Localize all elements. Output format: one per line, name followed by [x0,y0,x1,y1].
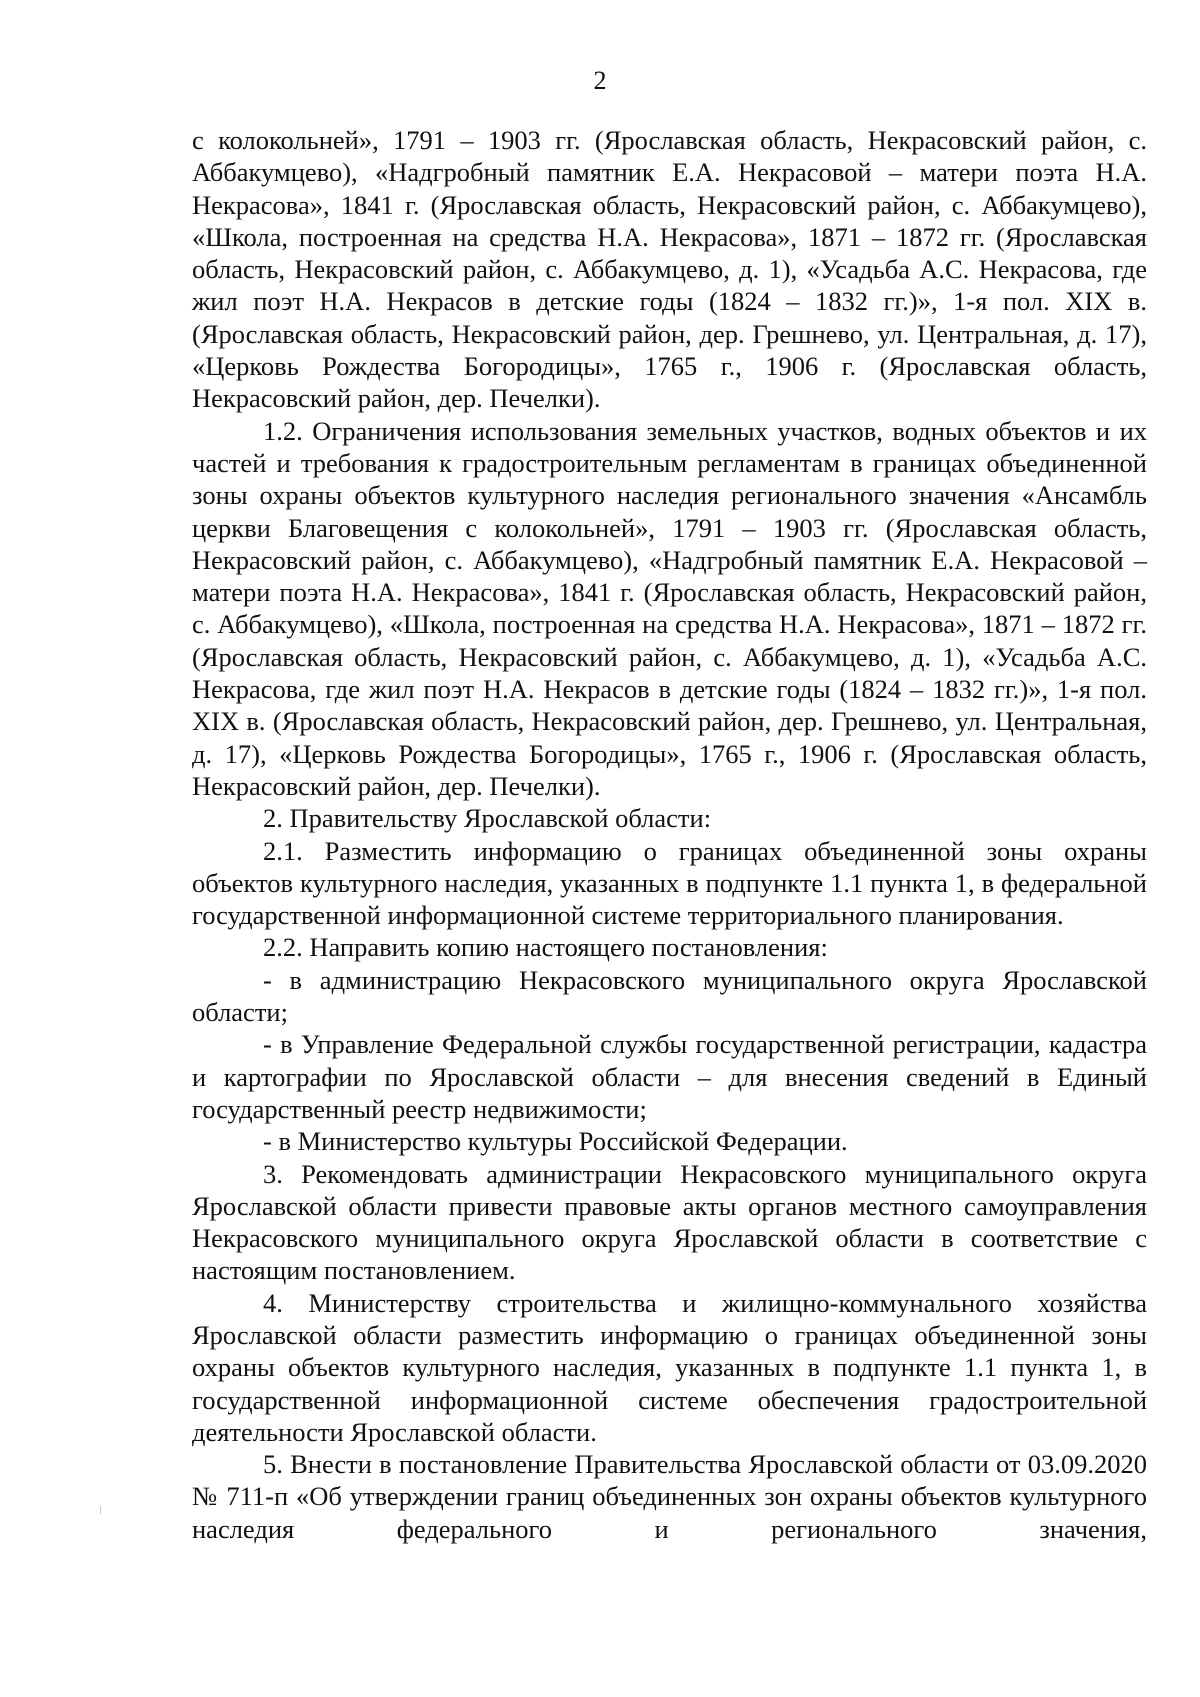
page-number: 2 [593,66,607,95]
paragraph-2: 2. Правительству Ярославской области: [263,803,712,834]
document-body [192,124,1147,1545]
paragraph-4: 4. Министерству строительства и жилищно-коммунального хозяйства Ярославской области разместить информацию о границах объединенной зоны охраны объектов культурного наследия, указанных в подпункте 1.1 пункта 1, в государственной информационной системе обеспечения градостроительной деятельности Ярославской области. [192,1287,1147,1447]
paragraph-continuation: с колокольней», 1791 – 1903 гг. (Ярославская область, Некрасовский район, с. Аббакумцево), «Надгробный памятник Е.А. Некрасовой – матери поэта Н.А. Некрасова», 1841 г. (Ярославская область, Некрасовский район, с. Аббакумцево), «Школа, построенная на средства Н.А. Некрасова», 1871 – 1872 гг. (Ярославская область, Некрасовский район, с. Аббакумцево, д. 1), «Усадьба А.С. Некрасова, где жил поэт Н.А. Некрасов в детские годы (1824 – 1832 гг.)», 1-я пол. XIX в. (Ярославская область, Некрасовский район, дер. Грешнево, ул. Центральная, д. 17), «Церковь Рождества Богородицы», 1765 г., 1906 г. (Ярославская область, Некрасовский район, дер. Печелки). [192,125,1147,414]
margin-mark [100,1506,101,1514]
paragraph-3: 3. Рекомендовать администрации Некрасовского муниципального округа Ярославской области привести правовые акты органов местного самоуправления Некрасовского муниципального округа Ярославской области в соответствие с настоящим постановлением. [192,1158,1147,1286]
list-item-administration: - в администрацию Некрасовского муниципального округа Ярославской области; [192,964,1147,1028]
paragraph-5: 5. Внести в постановление Правительства Ярославской области от 03.09.2020 № 711-п «Об утверждении границ объединенных зон охраны объектов культурного наследия федерального и регионального значения, [192,1449,1147,1544]
list-item-rosreestr: - в Управление Федеральной службы государственной регистрации, кадастра и картографии по Ярославской области – для внесения сведений в Единый государственный реестр недвижимости; [192,1029,1147,1124]
paragraph-2-2: 2.2. Направить копию настоящего постановления: [263,932,828,963]
paragraph-2-1: 2.1. Разместить информацию о границах объединенной зоны охраны объектов культурного наследия, указанных в подпункте 1.1 пункта 1, в федеральной государственной информационной системе территориального планирования. [192,835,1147,931]
paragraph-1-2: 1.2. Ограничения использования земельных участков, водных объектов и их частей и требования к градостроительным регламентам в границах объединенной зоны охраны объектов культурного наследия регионального значения «Ансамбль церкви Благовещения с колокольней», 1791 – 1903 гг. (Ярославская область, Некрасовский район, с. Аббакумцево), «Надгробный памятник Е.А. Некрасовой – матери поэта Н.А. Некрасова», 1841 г. (Ярославская область, Некрасовский район, с. Аббакумцево), «Школа, построенная на средства Н.А. Некрасова», 1871 – 1872 гг. (Ярославская область, Некрасовский район, с. Аббакумцево, д. 1), «Усадьба А.С. Некрасова, где жил поэт Н.А. Некрасов в детские годы (1824 – 1832 гг.)», 1-я пол. XIX в. (Ярославская область, Некрасовский район, дер. Грешнево, ул. Центральная, д. 17), «Церковь Рождества Богородицы», 1765 г., 1906 г. (Ярославская область, Некрасовский район, дер. Печелки). [192,415,1147,801]
list-item-ministry-culture: - в Министерство культуры Российской Федерации. [263,1126,848,1157]
